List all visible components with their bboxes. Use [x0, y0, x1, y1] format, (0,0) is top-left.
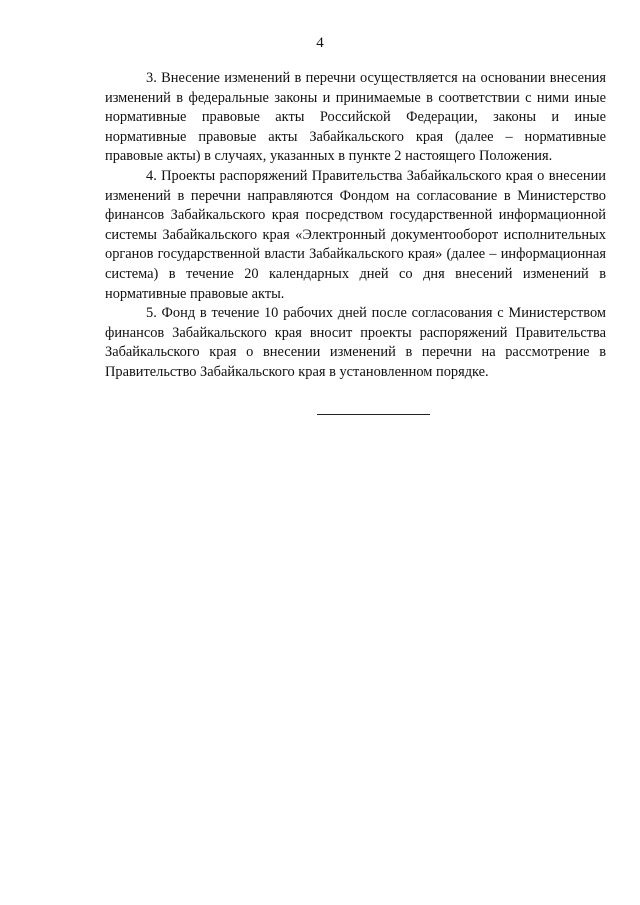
document-body: [105, 69, 606, 383]
page-number: 4: [316, 35, 324, 51]
paragraph-5: 5. Фонд в течение 10 рабочих дней после согласования с Министерством финансов Забайкальского края вносит проекты распоряжений Правительства Забайкальского края о внесении изменений в перечни на рассмотрение в Правительство Забайкальского края в установленном порядке.: [105, 305, 606, 380]
paragraph-4: 4. Проекты распоряжений Правительства Забайкальского края о внесении изменений в перечни направляются Фондом на согласование в Министерство финансов Забайкальского края посредством государственной информационной системы Забайкальского края «Электронный документооборот исполнительных органов государственной власти Забайкальского края» (далее – информационная система) в течение 20 календарных дней со дня внесений изменений в нормативные правовые акты.: [105, 167, 606, 302]
end-separator-line: [317, 414, 430, 415]
paragraph-3: 3. Внесение изменений в перечни осуществляется на основании внесения изменений в федеральные законы и принимаемые в соответствии с ними иные нормативные правовые акты Российской Федерации, законы и иные нормативные правовые акты Забайкальского края (далее – нормативные правовые акты) в случаях, указанных в пункте 2 настоящего Положения.: [105, 70, 606, 165]
